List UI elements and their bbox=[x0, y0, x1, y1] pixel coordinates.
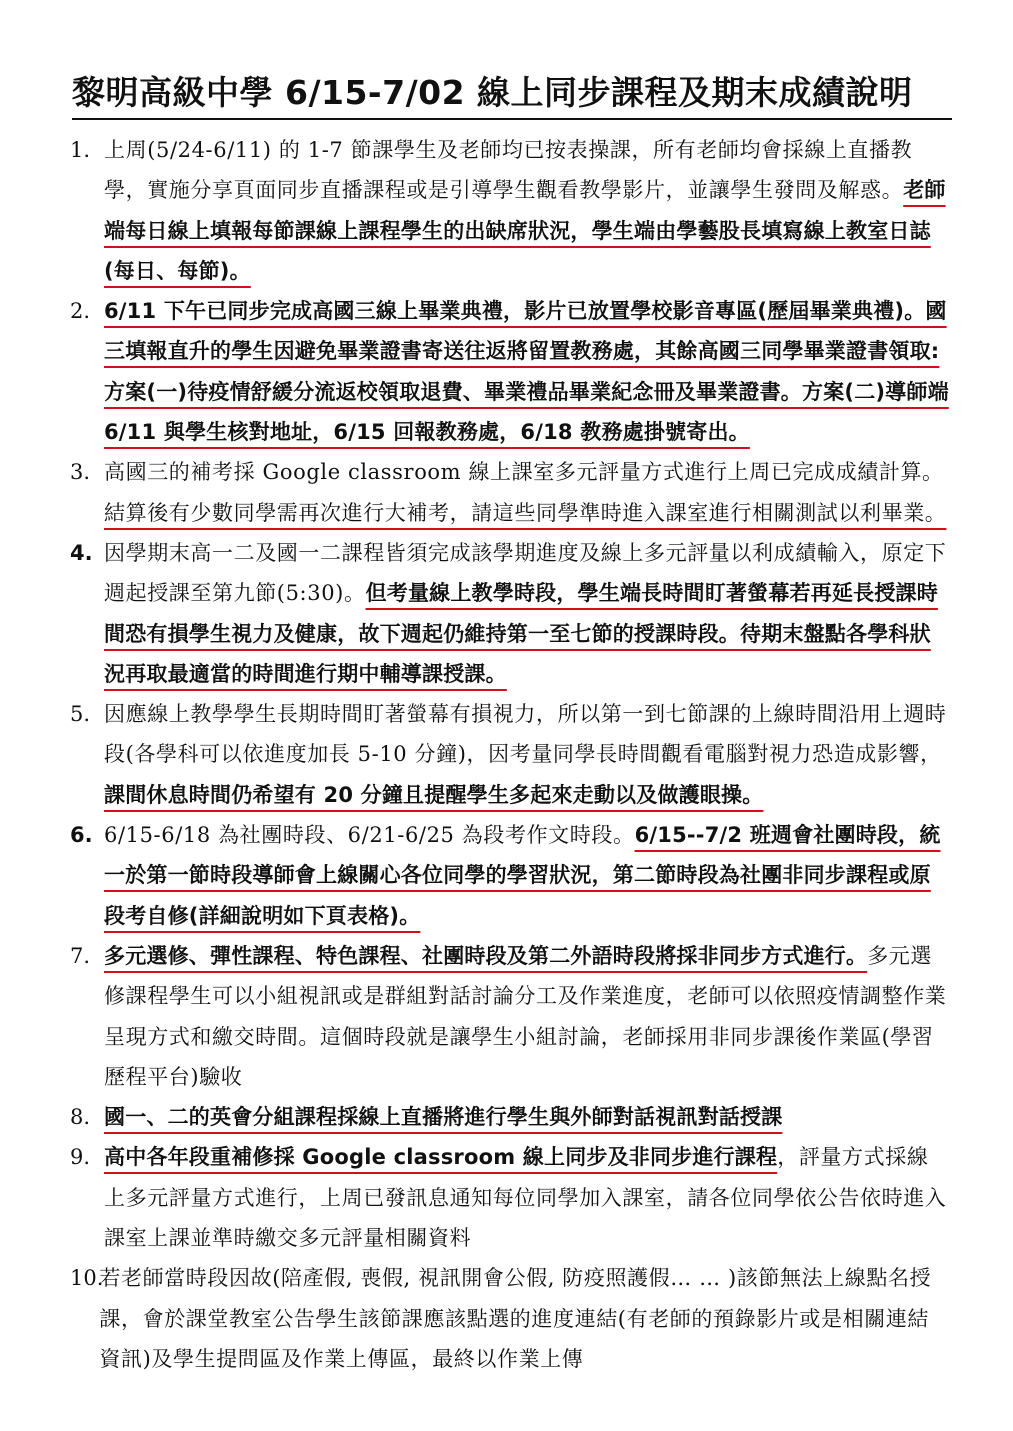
item-number: 1. bbox=[70, 138, 91, 162]
item-text bbox=[104, 1097, 950, 1137]
item-number: 4. bbox=[70, 540, 93, 565]
item-text-plain: 6/15-6/18 為社團時段、6/21-6/25 為段考作文時段。 bbox=[104, 823, 635, 848]
list-item-8 bbox=[70, 1097, 950, 1137]
item-number: 8. bbox=[70, 1105, 91, 1130]
item-text-plain: 若老師當時段因故(陪產假, 喪假, 視訊開會公假, 防疫照護假… … )該節無法上線點名授課，會於課堂教室公告學生該節課應該點選的進度連結(有老師的預錄影片或是相關連結資訊)及學生提問區及作業上傳區，最終以作業上傳 bbox=[99, 1266, 932, 1371]
list-item-7 bbox=[70, 936, 950, 1097]
item-text-plain: 因學期末高一二及國一二課程皆須完成該學期進度及線上多元評量以利成績輸入，原定下週起授課至第九節(5:30)。 bbox=[104, 540, 947, 606]
item-text-plain: 因應線上教學學生長期時間盯著螢幕有損視力，所以第一到七節課的上線時間沿用上週時段(各學科可以依進度加長 5-10 分鐘)，因考量同學長時間觀看電腦對視力恐造成影響， bbox=[104, 702, 947, 767]
item-text bbox=[104, 291, 950, 452]
item-text-emphasis: 老師端每日線上填報每節課線上課程學生的出缺席狀況，學生端由學藝股長填寫線上教室日誌(每日、每節)。 bbox=[104, 178, 946, 283]
item-text-plain: 上周(5/24-6/11) 的 1-7 節課學生及老師均已按表操課，所有老師均會採線上直播教學，實施分享頁面同步直播課程或是引導學生觀看教學影片，並讓學生發問及解惑。 bbox=[104, 138, 913, 203]
item-text-emphasis: 課間休息時間仍希望有 20 分鐘且提醒學生多起來走動以及做護眼操。 bbox=[104, 782, 764, 807]
list-item-2 bbox=[70, 291, 950, 452]
item-number: 5. bbox=[70, 702, 91, 727]
item-text-underlined: 結算後有少數同學需再次進行大補考，請這些同學準時進入課室進行相關測試以利畢業。 bbox=[104, 500, 947, 525]
item-number: 2. bbox=[70, 299, 91, 324]
item-text bbox=[104, 130, 950, 291]
list-item-3 bbox=[70, 452, 950, 533]
item-text-emphasis: 國一、二的英會分組課程採線上直播將進行學生與外師對話視訊對話授課 bbox=[104, 1105, 783, 1130]
item-text bbox=[99, 1258, 950, 1379]
notice-list bbox=[70, 130, 950, 1379]
item-text-emphasis: 高中各年段重補修採 Google classroom 線上同步及非同步進行課程 bbox=[104, 1145, 778, 1170]
item-text bbox=[104, 936, 950, 1097]
item-text bbox=[104, 694, 950, 815]
item-text-emphasis: 多元選修、彈性課程、特色課程、社團時段及第二外語時段將採非同步方式進行。 bbox=[104, 943, 868, 968]
item-number: 7. bbox=[70, 943, 91, 968]
item-number: 9. bbox=[70, 1145, 91, 1170]
item-text bbox=[104, 815, 950, 936]
list-item-6 bbox=[70, 815, 950, 936]
item-text-plain: 多元選修課程學生可以小組視訊或是群組對話討論分工及作業進度，老師可以依照疫情調整作業呈現方式和繳交時間。這個時段就是讓學生小組討論，老師採用非同步課後作業區(學習歷程平台)驗收 bbox=[104, 943, 947, 1089]
list-item-1 bbox=[70, 130, 950, 291]
item-text-emphasis: 但考量線上教學時段，學生端長時間盯著螢幕若再延長授課時間恐有損學生視力及健康，故下週起仍維持第一至七節的授課時段。待期末盤點各學科狀況再取最適當的時間進行期中輔導課授課。 bbox=[104, 581, 938, 686]
item-text bbox=[104, 533, 950, 694]
list-item-4 bbox=[70, 533, 950, 694]
item-number: 10. bbox=[70, 1266, 104, 1291]
document-title: 黎明高級中學 6/15-7/02 線上同步課程及期末成績說明 bbox=[72, 70, 952, 120]
item-text bbox=[104, 1137, 950, 1258]
item-text bbox=[104, 452, 950, 533]
item-text-plain: ，評量方式採線上多元評量方式進行，上周已發訊息通知每位同學加入課室，請各位同學依公告依時進入課室上課並準時繳交多元評量相關資料 bbox=[104, 1145, 947, 1251]
list-item-5 bbox=[70, 694, 950, 815]
item-text-plain: 高國三的補考採 Google classroom 線上課室多元評量方式進行上周已完成成績計算。 bbox=[104, 460, 944, 485]
list-item-9 bbox=[70, 1137, 950, 1258]
item-text-emphasis: 6/11 下午已同步完成高國三線上畢業典禮，影片已放置學校影音專區(歷屆畢業典禮)。國三填報直升的學生因避免畢業證書寄送往返將留置教務處，其餘高國三同學畢業證書領取:方案(一)待疫情舒緩分流返校領取退費、畢業禮品畢業紀念冊及畢業證書。方案(二)導師端 6/11 與學生核對地址，6/15 回報教務處，6/18 教務處掛號寄出。 bbox=[104, 299, 949, 445]
list-item-10 bbox=[70, 1258, 950, 1379]
item-number: 3. bbox=[70, 460, 91, 485]
item-text-emphasis: 6/15--7/2 班週會社團時段，統一於第一節時段導師會上線關心各位同學的學習狀況，第二節時段為社團非同步課程或原段考自修(詳細說明如下頁表格)。 bbox=[104, 823, 941, 928]
item-number: 6. bbox=[70, 823, 93, 848]
